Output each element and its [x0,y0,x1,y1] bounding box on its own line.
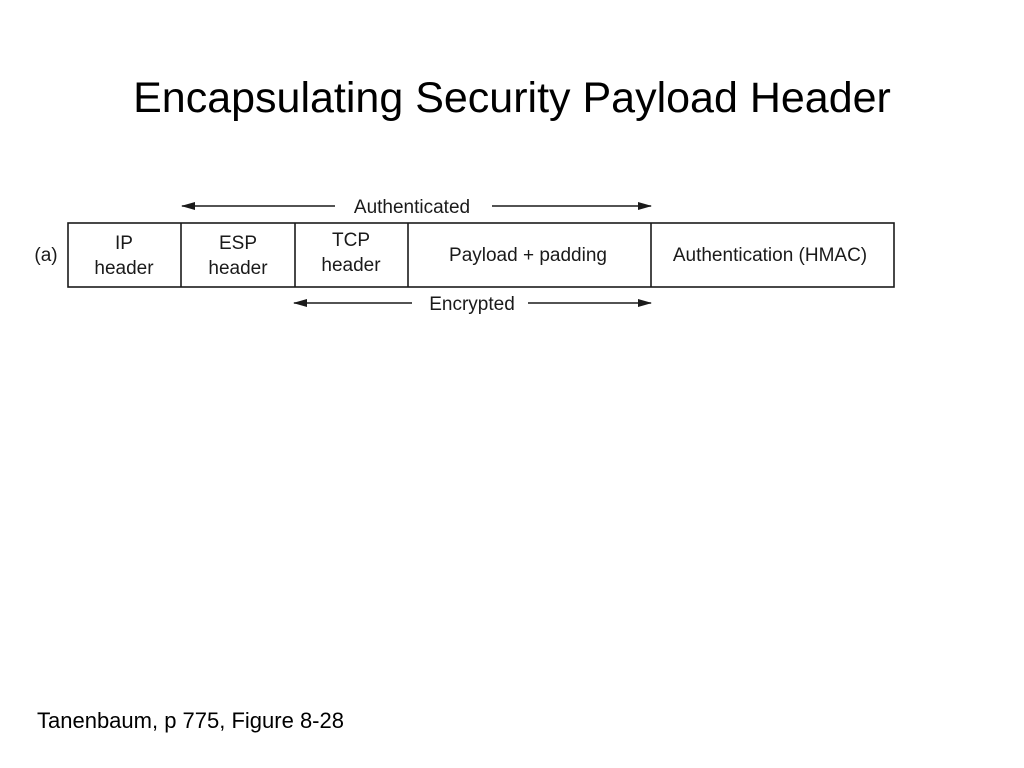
ip-header-line2: header [94,258,154,279]
tcp-header-line2: header [321,255,381,276]
esp-header-line2: header [208,258,268,279]
authentication-field [673,245,867,266]
source-caption: Tanenbaum, p 775, Figure 8-28 [37,708,344,733]
authenticated-label: Authenticated [353,197,471,218]
esp-header-line1: ESP [218,233,258,254]
payload-field [449,245,607,266]
payload-label: Payload + padding [449,245,607,266]
authenticated-span [182,197,651,218]
ip-header-line1: IP [115,233,133,254]
encrypted-label: Encrypted [429,294,515,315]
slide-title: Encapsulating Security Payload Header [133,74,891,122]
encrypted-span [294,294,651,315]
tcp-header-line1: TCP [332,230,370,251]
authentication-label: Authentication (HMAC) [672,245,868,266]
packet-fields [68,223,894,287]
figure-part-label: (a) [34,245,58,266]
